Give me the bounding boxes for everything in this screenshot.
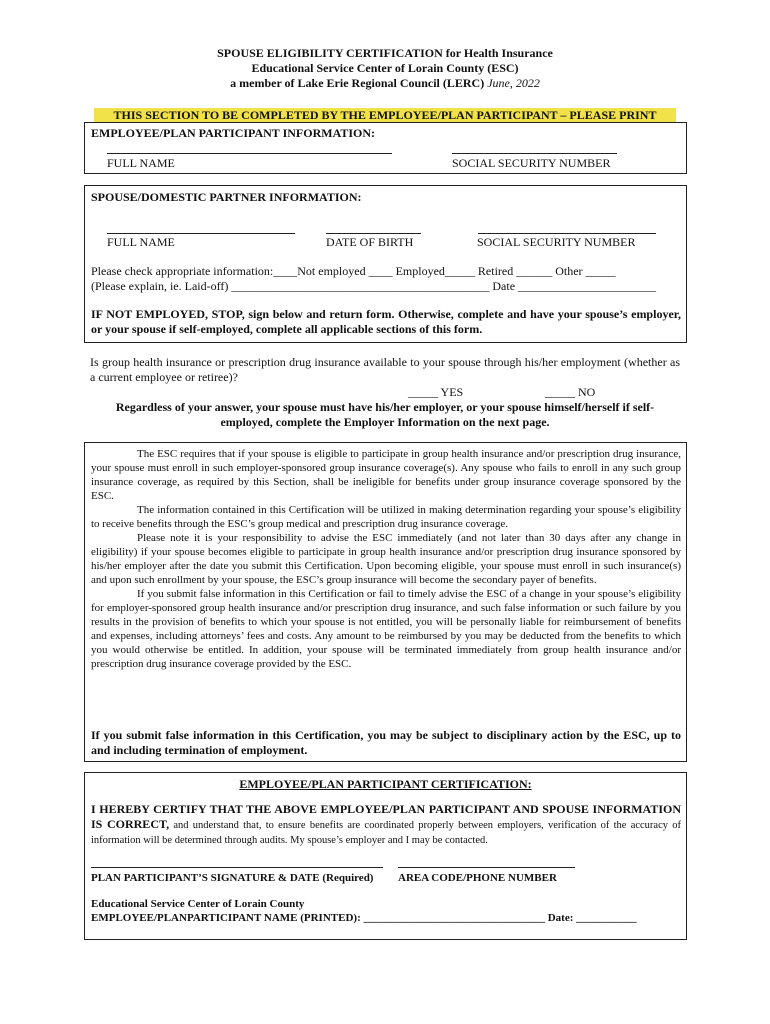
phone-field[interactable] [398,867,575,868]
employee-info-title: EMPLOYEE/PLAN PARTICIPANT INFORMATION: [91,126,376,140]
spouse-dob-field[interactable] [326,233,421,234]
spouse-info-box [84,185,687,343]
spouse-ssn-label: SOCIAL SECURITY NUMBER [477,235,636,249]
form-header [0,46,770,91]
esc-policy-box [84,442,687,762]
certification-title: EMPLOYEE/PLAN PARTICIPANT CERTIFICATION: [239,777,532,791]
answer-yes-option[interactable]: _____ YES [408,385,464,399]
printed-name-date-line[interactable]: EMPLOYEE/PLANPARTICIPANT NAME (PRINTED): _________________________________ Date: ___________ [91,912,637,924]
employee-name-label: FULL NAME [107,156,175,170]
policy-paragraph-false-info: If you submit false information in this Certification or fail to timely advise the ESC of a change in your spouse’s eligibility for employer-sponsored group health insurance and/or prescription drug insurance, and such false information or such failure by you results in the provision of benefits to which your spouse is not entitled, you will be personally liable for reimbursement of benefits and expenses, including attorneys’ fees and costs. Any amount to be reimbursed by you may be deducted from the benefits to which you would otherwise be entitled. In addition, your spouse will be terminated immediately from group health insurance and/or prescription drug insurance coverage provided by the ESC. [91,588,681,670]
org-name: Educational Service Center of Lorain County (ESC) [251,61,519,75]
answer-no-option[interactable]: _____ NO [545,385,596,399]
spouse-name-label: FULL NAME [107,235,175,249]
policy-paragraph-enrollment: The ESC requires that if your spouse is eligible to participate in group health insurance and/or prescription drug insurance, your spouse must enroll in such employer-sponsored group insurance coverage(s). Any spouse who fails to enroll in any such group insurance coverage, as required by this Section, shall be ineligible for benefits under group insurance coverage sponsored by the ESC. [91,448,681,502]
policy-paragraph-utilization: The information contained in this Certification will be utilized in making determination regarding your spouse’s eligibility to receive benefits through the ESC’s group medical and prescription drug insurance coverage. [91,504,681,530]
employment-explain-line[interactable]: (Please explain, ie. Laid-off) ___________________________________________ Date _______________________ [91,279,657,293]
employee-name-field[interactable] [107,153,392,154]
regardless-instructions: Regardless of your answer, your spouse must have his/her employer, or your spouse himself/herself if self-employed, complete the Employer Information on the next page. [115,400,655,429]
certification-statement: I HEREBY CERTIFY THAT THE ABOVE EMPLOYEE/PLAN PARTICIPANT AND SPOUSE INFORMATION IS CORRECT, and understand that, to ensure benefits are coordinated properly between employers, verification of the accuracy of information will be determined through audits. My spouse’s employer and I may be contacted. [91,802,682,846]
spouse-name-field[interactable] [107,233,295,234]
insurance-availability-question: Is group health insurance or prescription drug insurance available to your spouse through his/her employment (whether as a current employee or retiree)? [90,355,680,384]
employment-status-checks[interactable]: Please check appropriate information:____Not employed ____ Employed_____ Retired ______ Other _____ [91,264,616,278]
org-label: Educational Service Center of Lorain County [91,898,305,910]
certification-box [84,772,687,940]
policy-paragraph-responsibility: Please note it is your responsibility to advise the ESC immediately (and not later than 30 days after any change in eligibility) if your spouse becomes eligible to participate in group health insurance and/or prescription drug insurance sponsored by his/her employer after the date you submit this Certification. Upon becoming eligible, your spouse must enroll in such insurance(s) and upon such enrollment by your spouse, the ESC’s group insurance will become the secondary payer of benefits. [91,532,681,586]
employee-ssn-field[interactable] [452,153,617,154]
spouse-info-title: SPOUSE/DOMESTIC PARTNER INFORMATION: [91,190,362,204]
employee-ssn-label: SOCIAL SECURITY NUMBER [452,156,611,170]
org-member-line: a member of Lake Erie Regional Council (LERC) June, 2022 [230,76,540,90]
spouse-ssn-field[interactable] [478,233,656,234]
phone-label: AREA CODE/PHONE NUMBER [398,872,557,884]
form-title: SPOUSE ELIGIBILITY CERTIFICATION for Health Insurance [217,46,553,60]
signature-field[interactable] [91,867,383,868]
revision-date: June, 2022 [487,76,540,90]
spouse-dob-label: DATE OF BIRTH [326,235,414,249]
stop-instructions: IF NOT EMPLOYED, STOP, sign below and return form. Otherwise, complete and have your spouse’s employer, or your spouse if self-employed, complete all applicable sections of this form. [91,307,681,336]
esc-policy-text [91,447,681,671]
section-banner: THIS SECTION TO BE COMPLETED BY THE EMPLOYEE/PLAN PARTICIPANT – PLEASE PRINT [94,108,676,122]
disciplinary-warning: If you submit false information in this Certification, you may be subject to disciplinary action by the ESC, up to and including termination of employment. [91,728,681,757]
signature-label: PLAN PARTICIPANT’S SIGNATURE & DATE (Required) [91,872,374,884]
employee-info-box [84,122,687,174]
